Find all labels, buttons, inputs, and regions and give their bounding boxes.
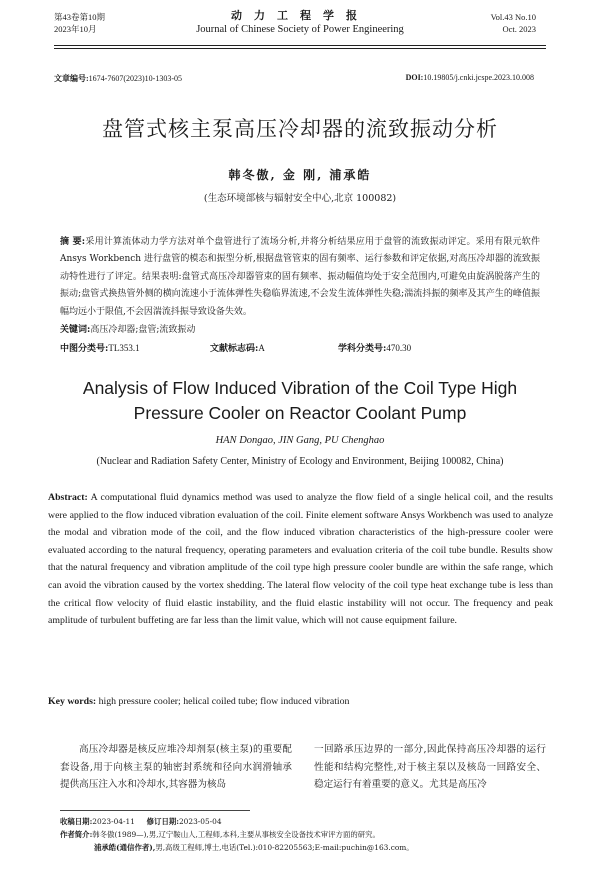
header-rule-top [54,45,546,46]
affiliation-cn: (生态环境部核与辐射安全中心,北京 100082) [203,193,397,204]
footnote-rule [60,810,250,811]
corresponding-author: 浦承皓(通信作者),男,高级工程师,博士,电话(Tel.):010-82205563;E-mail:puchin@163.com。 [94,843,414,852]
abstract-en-label: Abstract: [48,492,88,503]
volume-cn: 第43卷第10期 [54,12,106,22]
abstract-en [48,489,553,630]
affiliation-en: (Nuclear and Radiation Safety Center, Ministry of Ecology and Environment, Beijing 100082, China) [96,456,504,467]
date-en: Oct. 2023 [502,24,536,34]
clc-number: 中图分类号:TL353.1 [60,343,140,354]
header-rule-bottom [54,48,546,49]
abstract-en-text: A computational fluid dynamics method was used to analyze the flow field of a single helical coil, and the results were applied to the flow induced vibration evaluation of the coil. Finite element software Ansys Workbench was used to analyze the modal and vibration mode of the coil, and the flow induced vibration characteristics of the high-pressure cooler were evaluated according to the natural frequency, operating parameters and evaluation criteria of the coil tube bundle. Results show that the natural frequency and vibration amplitude of the coil type high pressure cooler bundle are within the safe range, which can avoid the vibration caused by the vortex shedding. The lateral flow velocity of the coil type heat exchange tube is less than the critical flow velocity of fluid elastic instability, and the fluid elastic instability will not occur. The frequency and peak amplitude of turbulent buffeting are far less than the limit value, which will not cause equipment failure. [48,492,553,627]
abstract-cn-label: 摘 要: [60,237,86,247]
journal-title-en: Journal of Chinese Society of Power Engineering [196,24,404,35]
title-en: Analysis of Flow Induced Vibration of the Coil Type High Pressure Cooler on Reactor Coolant Pump [82,378,518,423]
title-cn: 盘管式核主泵高压冷却器的流致振动分析 [102,117,498,141]
journal-title-cn: 动力工程学报 [231,9,369,22]
article-number: 文章编号:1674-7607(2023)10-1303-05 [54,74,182,83]
author-bio: 作者简介:韩冬傲(1989—),男,辽宁鞍山人,工程师,本科,主要从事核安全设备技术审评方面的研究。 [60,830,380,839]
date-cn: 2023年10月 [54,24,97,34]
footnotes [60,815,550,854]
volume-en: Vol.43 No.10 [490,12,536,22]
keywords-en: Key words: high pressure cooler; helical coiled tube; flow induced vibration [48,696,350,707]
body-column-right: 一回路承压边界的一部分,因此保持高压冷却器的运行性能和结构完整性,对于核主泵以及核岛一回路安全、稳定运行有着重要的意义。尤其是高压冷 [314,744,546,791]
subject-code: 学科分类号:470.30 [338,343,412,354]
classification-line [60,341,540,357]
abstract-cn-text: 采用计算流体动力学方法对单个盘管进行了流场分析,并将分析结果应用于盘管的流致振动评定。采用有限元软件 Ansys Workbench 进行盘管的模态和振型分析,根据盘管管束的固有频率、运行参数和评定依据,对高压冷却器的流致振动特性进行了评定。结果表明:盘管式高压冷却器管束的固有频率、振动幅值均处于安全范围内,可避免由旋涡脱落产生的振动;盘管式换热管外侧的横向流速小于流体弹性失稳临界流速,不会发生流体弹性失稳;湍流抖振的频率及其产生的峰值振幅均远小于限值,不会因湍流抖振导致设备失效。 [60,237,540,317]
header-left [54,11,105,35]
authors-en: HAN Dongao, JIN Gang, PU Chenghao [215,435,385,446]
doi[interactable]: DOI:10.19805/j.cnki.jcspe.2023.10.008 [405,73,534,82]
journal-masthead [180,9,420,37]
body-column-left: 高压冷却器是核反应堆冷却剂泵(核主泵)的重要配套设备,用于向核主泵的轴密封系统和径向水润滑轴承提供高压注入水和冷却水,其容器为核岛 [60,744,292,791]
document-code: 文献标志码:A [210,343,265,354]
abstract-cn [60,234,540,321]
keywords-cn: 关键词:高压冷却器;盘管;流致振动 [60,325,196,335]
dates-line: 收稿日期:2023-04-11 修订日期:2023-05-04 [60,817,222,826]
authors-cn: 韩冬傲, 金 刚, 浦承皓 [228,168,372,182]
header-right [491,11,536,35]
